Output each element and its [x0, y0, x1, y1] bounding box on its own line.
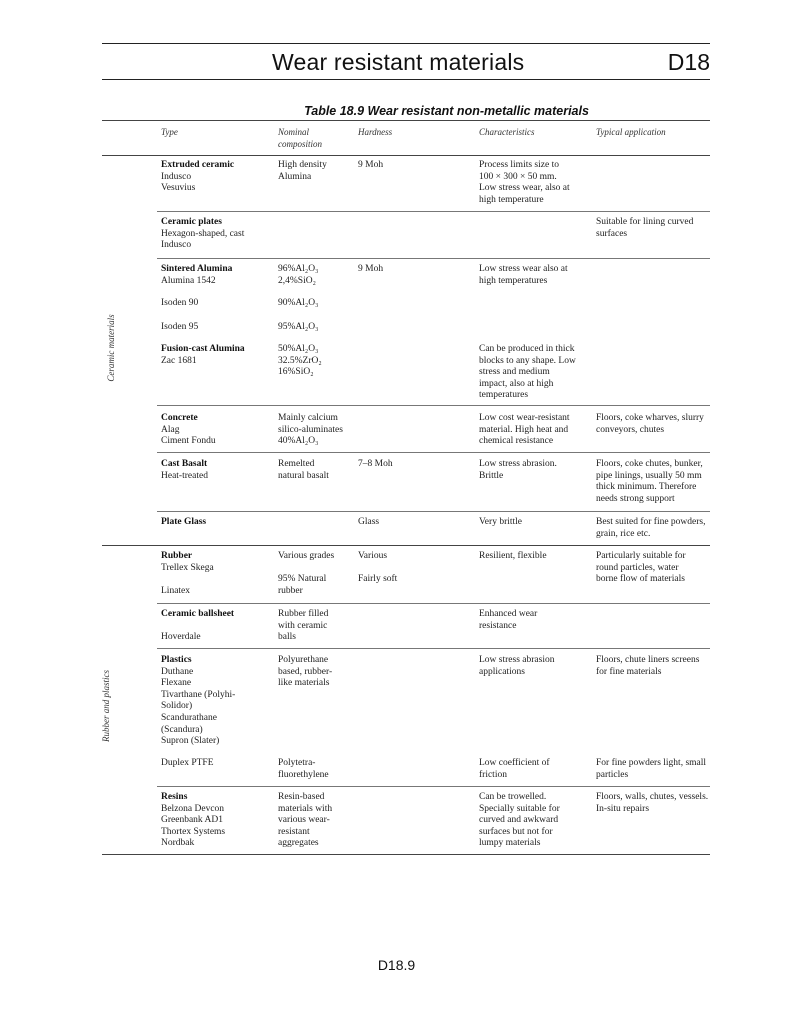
table-row: [161, 655, 235, 748]
composition-cell: High density Alumina: [278, 160, 327, 182]
row-rule: [157, 511, 710, 512]
material-name: Concrete: [161, 413, 198, 423]
row-rule: [157, 603, 710, 604]
group-label-ceramic: Ceramic materials: [106, 314, 116, 382]
material-name: Rubber: [161, 551, 193, 561]
material-name: Sintered Alumina: [161, 264, 233, 274]
material-name: Plastics: [161, 655, 192, 665]
header-top-rule: [102, 43, 710, 44]
composition-cell: 50%Al₂O₃ 32.5%ZrO₂ 16%SiO₂: [278, 344, 322, 378]
row-rule: [157, 211, 710, 212]
page-number: D18.9: [377, 957, 416, 973]
composition-cell: 95%Al₂O₃: [278, 322, 319, 332]
material-name: Ceramic plates: [161, 217, 222, 227]
material-products: Belzona Devcon Greenbank AD1 Thortex Systems Nordbak: [161, 803, 226, 849]
hardness-cell: 9 Moh: [358, 264, 384, 274]
application-cell: Floors, coke wharves, slurry conveyors, chutes: [596, 413, 704, 435]
composition-cell: Various grades 95% Natural rubber: [278, 551, 335, 596]
characteristics-cell: Resilient, flexible: [479, 551, 547, 561]
composition-cell: Polytetra- fluorethylene: [278, 758, 329, 780]
table-row: [161, 217, 244, 252]
section-code: D18: [667, 49, 710, 75]
col-head-composition: Nominal composition: [278, 127, 322, 149]
col-head-application: Typical application: [596, 127, 666, 137]
material-products: Indusco Vesuvius: [161, 171, 196, 194]
material-name: Fusion-cast Alumina: [161, 344, 245, 354]
material-name: Resins: [161, 792, 188, 802]
composition-cell: Resin-based materials with various wear- resistant aggregates: [278, 792, 333, 849]
material-products: Trellex Skega Linatex: [161, 562, 214, 596]
table-row: [161, 160, 234, 195]
composition-cell: Polyurethane based, rubber- like materials: [278, 655, 333, 689]
characteristics-cell: Low stress wear also at high temperatures: [479, 264, 568, 286]
col-head-type: Type: [161, 127, 178, 137]
table-row: [161, 517, 206, 529]
table-row: [161, 459, 208, 482]
table-row: [161, 413, 216, 448]
table-caption: Table 18.9 Wear resistant non-metallic materials: [304, 104, 589, 118]
row-rule: [157, 405, 710, 406]
group-rule: [102, 545, 710, 546]
table-row: [161, 609, 234, 644]
composition-cell: Mainly calcium silico-aluminates 40%Al₂O₃: [278, 413, 343, 447]
characteristics-cell: Low cost wear-resistant material. High heat and chemical resistance: [479, 413, 570, 447]
table-row: [161, 551, 214, 597]
characteristics-cell: Low stress abrasion applications: [479, 655, 555, 677]
material-name: Cast Basalt: [161, 459, 208, 469]
header-bottom-rule: [102, 79, 710, 80]
characteristics-cell: Enhanced wear resistance: [479, 609, 538, 631]
material-name: Extruded ceramic: [161, 160, 235, 170]
table-top-rule: [102, 120, 710, 121]
material-products: Isoden 95: [161, 322, 199, 332]
table-header-rule: [102, 155, 710, 156]
characteristics-cell: Low stress abrasion. Brittle: [479, 459, 557, 481]
table-row: [161, 344, 245, 367]
application-cell: Floors, walls, chutes, vessels. In-situ repairs: [596, 792, 709, 814]
material-products: Duplex PTFE: [161, 758, 214, 768]
page-title: Wear resistant materials: [272, 49, 525, 75]
application-cell: Floors, coke chutes, bunker, pipe linings, usually 50 mm thick minimum. Therefore needs strong support: [596, 459, 703, 504]
material-products: Heat-treated: [161, 470, 208, 481]
characteristics-cell: Process limits size to 100 × 300 × 50 mm. Low stress wear, also at high temperature: [479, 160, 570, 205]
row-rule: [157, 258, 710, 259]
material-products: Alag Ciment Fondu: [161, 424, 216, 447]
material-name: Ceramic ballsheet: [161, 609, 235, 619]
material-name: Plate Glass: [161, 517, 207, 527]
group-label-rubber: Rubber and plastics: [101, 670, 111, 742]
characteristics-cell: Low coefficient of friction: [479, 758, 550, 780]
characteristics-cell: Can be produced in thick blocks to any shape. Low stress and medium impact, also at high temperatures: [479, 344, 576, 401]
application-cell: Floors, chute liners screens for fine materials: [596, 655, 700, 677]
table-row: [161, 792, 225, 850]
hardness-cell: 9 Moh: [358, 160, 384, 170]
table-bottom-rule: [102, 854, 710, 855]
material-products: Zac 1681: [161, 355, 197, 366]
application-cell: Particularly suitable for round particles, water borne flow of materials: [596, 551, 686, 585]
hardness-cell: 7–8 Moh: [358, 459, 393, 469]
hardness-cell: Glass: [358, 517, 380, 527]
composition-cell: Remelted natural basalt: [278, 459, 329, 481]
col-head-hardness: Hardness: [358, 127, 393, 137]
application-cell: Best suited for fine powders, grain, rice etc.: [596, 517, 706, 539]
composition-cell: 90%Al₂O₃: [278, 298, 319, 308]
application-cell: For fine powders light, small particles: [596, 758, 707, 780]
characteristics-cell: Can be trowelled. Specially suitable for curved and awkward surfaces but not for lumpy materials: [479, 792, 560, 849]
row-rule: [157, 452, 710, 453]
material-products: Alumina 1542: [161, 275, 216, 286]
material-products: Hoverdale: [161, 632, 201, 643]
application-cell: Suitable for lining curved surfaces: [596, 217, 694, 239]
material-products: Duthane Flexane Tivarthane (Polyhi- Solidor) Scandurathane (Scandura) Supron (Slater): [161, 666, 236, 747]
col-head-characteristics: Characteristics: [479, 127, 535, 137]
material-products: Hexagon-shaped, cast Indusco: [161, 228, 245, 251]
composition-cell: 96%Al₂O₃ 2,4%SiO₂: [278, 264, 319, 286]
characteristics-cell: Very brittle: [479, 517, 523, 527]
material-products: Isoden 90: [161, 298, 199, 308]
row-rule: [157, 648, 710, 649]
table-row: [161, 264, 232, 287]
hardness-cell: Various Fairly soft: [358, 551, 398, 585]
composition-cell: Rubber filled with ceramic balls: [278, 609, 329, 643]
row-rule: [157, 786, 710, 787]
